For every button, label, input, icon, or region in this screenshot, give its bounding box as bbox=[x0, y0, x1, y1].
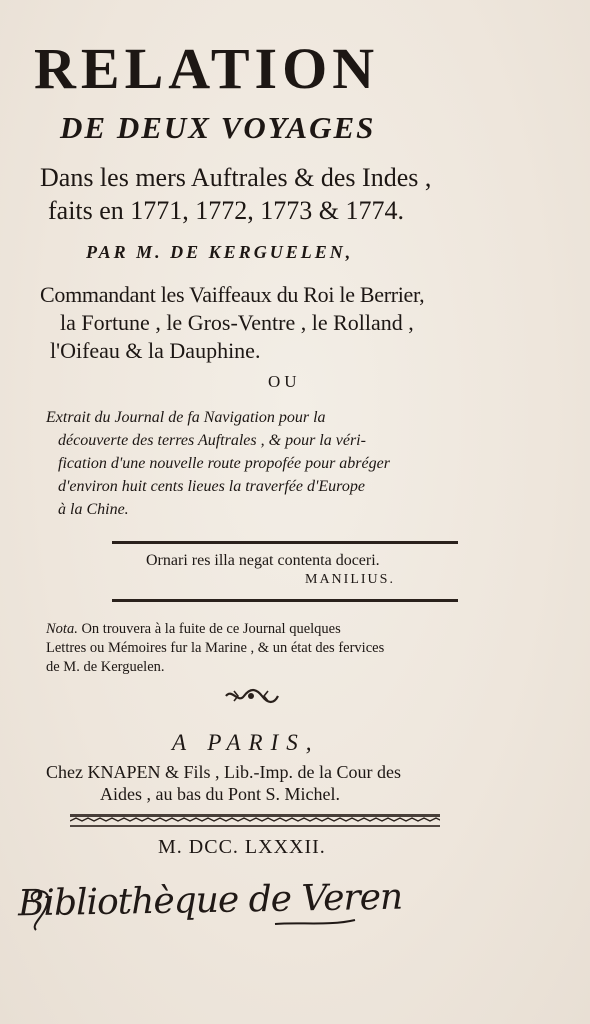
bottom-rule bbox=[112, 599, 458, 602]
extract-line-1: Extrait du Journal de fa Navigation pour la bbox=[46, 409, 326, 426]
imprint-date: M. DCC. LXXXII. bbox=[158, 836, 326, 858]
commander-line-2: la Fortune , le Gros-Ventre , le Rolland , bbox=[60, 310, 414, 335]
or-separator: OU bbox=[268, 372, 301, 391]
nota-line-1 bbox=[46, 620, 466, 639]
book-subtitle: DE DEUX VOYAGES bbox=[60, 110, 376, 145]
nota-line-1-text: On trouvera à la fuite de ce Journal quelques bbox=[81, 621, 341, 637]
book-title: RELATION bbox=[34, 36, 380, 101]
fleuron-ornament bbox=[222, 686, 280, 706]
publisher-line-1: Chez KNAPEN & Fils , Lib.-Imp. de la Cour des bbox=[46, 762, 401, 782]
extract-line-3: fication d'une nouvelle route propofée pour abréger bbox=[58, 455, 390, 472]
commander-line-3: l'Oifeau & la Dauphine. bbox=[50, 338, 261, 363]
extract-line-4: d'environ huit cents lieues la traverfée d'Europe bbox=[58, 478, 365, 495]
top-rule bbox=[112, 541, 458, 544]
nota-line-2: Lettres ou Mémoires fur la Marine , & un état des fervices bbox=[46, 640, 385, 656]
nota-label: Nota. bbox=[46, 621, 78, 637]
nota-line-3: de M. de Kerguelen. bbox=[46, 659, 165, 675]
ownership-signature: Bibliothèque de Veren bbox=[17, 876, 403, 925]
nota-paragraph bbox=[46, 620, 466, 677]
motto-text: Ornari res illa negat contenta doceri. bbox=[146, 552, 380, 569]
extract-paragraph bbox=[46, 406, 462, 521]
extract-line-2: découverte des terres Auftrales , & pour la véri- bbox=[58, 432, 366, 449]
extract-line-5: à la Chine. bbox=[58, 501, 129, 518]
description-line-2: faits en 1771, 1772, 1773 & 1774. bbox=[48, 196, 405, 225]
author-line: PAR M. DE KERGUELEN, bbox=[86, 242, 354, 262]
motto-attribution: MANILIUS. bbox=[305, 572, 395, 587]
commander-line-1: Commandant les Vaiffeaux du Roi le Berrier, bbox=[40, 282, 425, 307]
ornamental-band bbox=[70, 812, 440, 828]
imprint-place: A PARIS, bbox=[172, 730, 320, 755]
description-line-1: Dans les mers Auftrales & des Indes , bbox=[40, 163, 432, 192]
publisher-line-2: Aides , au bas du Pont S. Michel. bbox=[100, 784, 340, 804]
